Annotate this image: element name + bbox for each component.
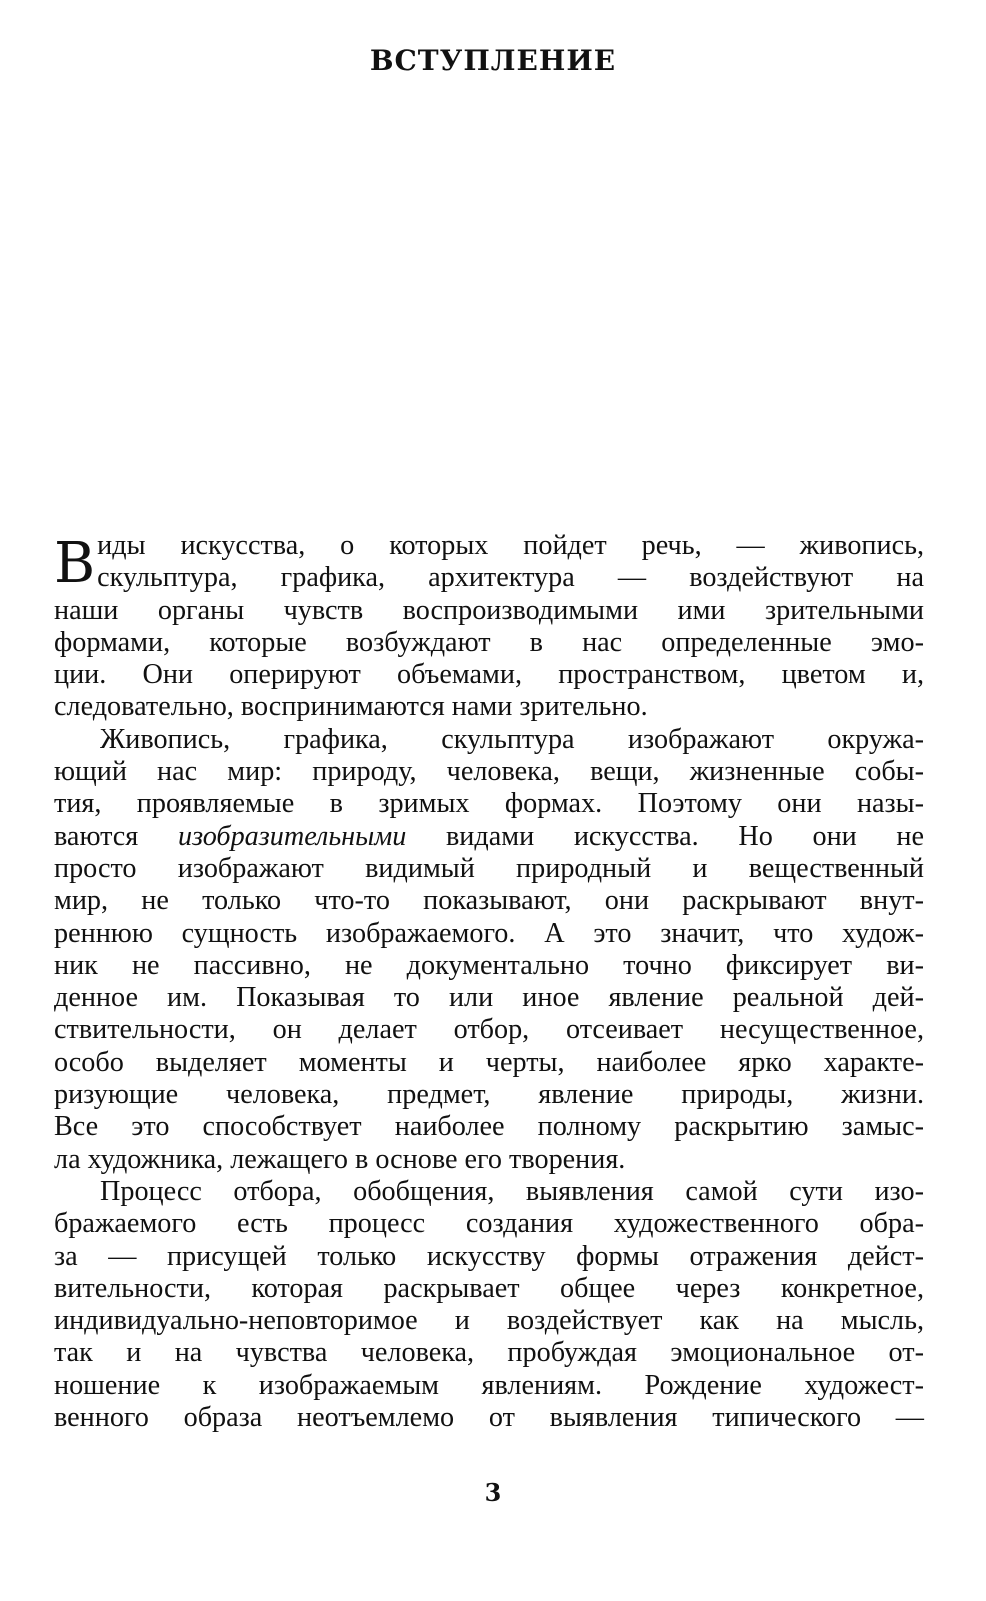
emphasized-term: изобразительными: [177, 820, 407, 852]
chapter-title: ВСТУПЛЕНИЕ: [369, 44, 617, 77]
text-line: ризующие человека, предмет, явление природы, жизни.: [54, 1079, 924, 1111]
paragraph-2: [54, 724, 924, 1176]
text-line: реннюю сущность изображаемого. А это значит, что худож-: [54, 917, 924, 949]
text-line: ствительности, он делает отбор, отсеивает несущественное,: [54, 1014, 924, 1046]
text-fragment: ваются: [54, 820, 139, 852]
text-line: бражаемого есть процесс создания художественного обра-: [54, 1208, 924, 1240]
text-line: так и на чувства человека, пробуждая эмоциональное от-: [54, 1337, 924, 1369]
text-line: ник не пассивно, не документально точно фиксирует ви-: [54, 949, 924, 981]
text-line: формами, которые возбуждают в нас определенные эмо-: [54, 626, 924, 658]
text-line: наши органы чувств воспроизводимыми ими зрительными: [54, 594, 924, 626]
drop-cap: В: [54, 531, 96, 596]
text-line: Живопись, графика, скульптура изображают окружа-: [100, 723, 924, 755]
page-number: 3: [484, 1478, 502, 1507]
paragraph-3: [54, 1176, 924, 1434]
text-line: ющий нас мир: природу, человека, вещи, жизненные собы-: [54, 756, 924, 788]
text-line: индивидуально-неповторимое и воздействует как на мысль,: [54, 1305, 924, 1337]
text-line: просто изображают видимый природный и вещественный: [54, 852, 924, 884]
text-line: мир, не только что-то показывают, они раскрывают внут-: [54, 885, 924, 917]
text-line: денное им. Показывая то или иное явление реальной дей-: [54, 982, 924, 1014]
text-line: особо выделяет моменты и черты, наиболее ярко характе-: [54, 1046, 924, 1078]
text-line: за — присущей только искусству формы отражения дейст-: [54, 1240, 924, 1272]
text-line: Все это способствует наиболее полному раскрытию замыс-: [54, 1111, 924, 1143]
text-line: Процесс отбора, обобщения, выявления самой сути изо-: [100, 1175, 924, 1207]
paragraph-1: [54, 530, 924, 724]
text-line: ла художника, лежащего в основе его творения.: [54, 1143, 626, 1175]
text-line: иды искусства, о которых пойдет речь, — живопись,: [97, 530, 924, 561]
text-fragment: видами искусства. Но они не: [446, 820, 925, 852]
text-line: следовательно, воспринимаются нами зрительно.: [54, 691, 648, 723]
text-line: вительности, которая раскрывает общее через конкретное,: [54, 1272, 924, 1304]
text-line-with-emphasis: [54, 821, 924, 853]
text-line: ношение к изображаемым явлениям. Рождение художест-: [54, 1369, 924, 1401]
text-line: венного образа неотъемлемо от выявления типического —: [54, 1402, 924, 1434]
text-line: ции. Они оперируют объемами, пространством, цветом и,: [54, 659, 924, 691]
text-line: тия, проявляемые в зримых формах. Поэтому они назы-: [54, 788, 924, 820]
body-text: [54, 530, 924, 1434]
text-line: скульптура, графика, архитектура — воздействуют на: [97, 562, 924, 594]
